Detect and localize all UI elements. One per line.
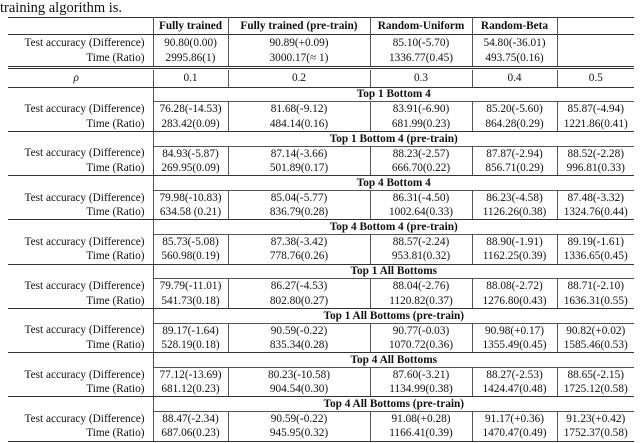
- table-cell: 88.04(-2.76): [370, 279, 472, 294]
- section-title: Top 4 Bottom 4 (pre-train): [153, 220, 634, 235]
- table-row: [8, 426, 634, 441]
- section-header-row: [8, 131, 634, 146]
- table-row: [8, 51, 634, 68]
- empty-cell: [8, 308, 153, 323]
- table-cell: 3000.17(≈ 1): [228, 51, 370, 68]
- table-cell: 953.81(0.32): [370, 249, 472, 264]
- table-cell: 86.23(-4.58): [472, 190, 557, 205]
- section-header-row: [8, 353, 634, 368]
- table-cell: 856.71(0.29): [472, 161, 557, 176]
- table-cell: 1752.37(0.58): [557, 426, 634, 441]
- table-cell: 90.98(+0.17): [472, 323, 557, 338]
- table-cell: 1636.31(0.55): [557, 294, 634, 309]
- row-label: Test accuracy (Difference): [24, 235, 145, 248]
- row-label: Test accuracy (Difference): [24, 280, 145, 293]
- row-label: Time (Ratio): [8, 426, 153, 441]
- rho-label: ρ: [8, 70, 153, 87]
- empty-cell: [8, 131, 153, 146]
- column-header: Fully trained (pre-train): [228, 18, 370, 35]
- table-cell: 269.95(0.09): [153, 161, 228, 176]
- table-cell: 864.28(0.29): [472, 117, 557, 132]
- table-cell: 90.59(-0.22): [228, 323, 370, 338]
- table-cell: 1324.76(0.44): [557, 205, 634, 220]
- row-label: Time (Ratio): [8, 338, 153, 353]
- column-header: Random-Beta: [472, 18, 557, 35]
- comparison-table: [8, 17, 634, 69]
- table-header-row: [8, 18, 634, 35]
- table-cell: 802.80(0.27): [228, 294, 370, 309]
- empty-cell: [8, 220, 153, 235]
- table-row: [8, 338, 634, 353]
- table-row: [8, 117, 634, 132]
- table-cell: 85.20(-5.60): [472, 102, 557, 117]
- table-cell: 88.47(-2.34): [153, 412, 228, 427]
- table-row: [8, 294, 634, 309]
- table-cell: 87.14(-3.66): [228, 146, 370, 161]
- empty-cell: [8, 176, 153, 191]
- row-label: Test accuracy (Difference): [24, 103, 145, 116]
- table-cell: 90.80(0.00): [153, 34, 228, 51]
- table-cell: 85.73(-5.08): [153, 235, 228, 250]
- table-cell: 634.58 (0.21): [153, 205, 228, 220]
- empty-cell: [8, 397, 153, 412]
- section-header-row: [8, 308, 634, 323]
- table-cell: 484.14(0.16): [228, 117, 370, 132]
- section-title: Top 1 All Bottoms: [153, 264, 634, 279]
- section-title: Top 1 Bottom 4: [153, 87, 634, 102]
- table-cell: 88.57(-2.24): [370, 235, 472, 250]
- table-cell: 86.31(-4.50): [370, 190, 472, 205]
- row-label: Test accuracy (Difference): [24, 412, 145, 425]
- row-label: Test accuracy (Difference): [24, 36, 145, 49]
- table-cell: 79.98(-10.83): [153, 190, 228, 205]
- table-cell: 90.59(-0.22): [228, 412, 370, 427]
- table-cell: 1355.49(0.45): [472, 338, 557, 353]
- table-cell: 1162.25(0.39): [472, 249, 557, 264]
- table-cell: 88.65(-2.15): [557, 367, 634, 382]
- table-cell: 835.34(0.28): [228, 338, 370, 353]
- table-row: [8, 412, 634, 427]
- table-row: [8, 190, 634, 205]
- table-row: [8, 102, 634, 117]
- table-cell: 1585.46(0.53): [557, 338, 634, 353]
- table-cell: 88.23(-2.57): [370, 146, 472, 161]
- table-cell: 560.98(0.19): [153, 249, 228, 264]
- table-cell: 945.95(0.32): [228, 426, 370, 441]
- table-cell: 1120.82(0.37): [370, 294, 472, 309]
- table-cell: 541.73(0.18): [153, 294, 228, 309]
- table-row: [8, 34, 634, 51]
- table-row: [8, 249, 634, 264]
- table-cell: 528.19(0.18): [153, 338, 228, 353]
- table-cell: 87.38(-3.42): [228, 235, 370, 250]
- table-cell: 996.81(0.33): [557, 161, 634, 176]
- table-cell: 83.91(-6.90): [370, 102, 472, 117]
- table-cell: 54.80(-36.01): [472, 34, 557, 51]
- table-cell: 1134.99(0.38): [370, 382, 472, 397]
- table-cell: 90.77(-0.03): [370, 323, 472, 338]
- table-row: [8, 146, 634, 161]
- section-header-row: [8, 87, 634, 102]
- rho-results-table: [8, 70, 634, 442]
- table-cell: 87.48(-3.32): [557, 190, 634, 205]
- table-cell: 89.17(-1.64): [153, 323, 228, 338]
- table-cell: 89.19(-1.61): [557, 235, 634, 250]
- table-row: [8, 367, 634, 382]
- table-cell: 91.08(+0.28): [370, 412, 472, 427]
- rho-value: 0.3: [370, 70, 472, 87]
- table-cell: 1336.65(0.45): [557, 249, 634, 264]
- table-cell: 86.27(-4.53): [228, 279, 370, 294]
- table-cell: 1336.77(0.45): [370, 51, 472, 68]
- section-title: Top 1 Bottom 4 (pre-train): [153, 131, 634, 146]
- caption-text: training algorithm is.: [0, 0, 123, 16]
- table-cell: 1725.12(0.58): [557, 382, 634, 397]
- table-row: [8, 279, 634, 294]
- section-title: Top 4 Bottom 4: [153, 176, 634, 191]
- table-cell: 76.28(-14.53): [153, 102, 228, 117]
- table-row: [8, 323, 634, 338]
- table-row: [8, 205, 634, 220]
- table-cell: 1002.64(0.33): [370, 205, 472, 220]
- table-cell: 88.52(-2.28): [557, 146, 634, 161]
- table-cell: 79.79(-11.01): [153, 279, 228, 294]
- row-label: Time (Ratio): [8, 161, 153, 176]
- section-header-row: [8, 397, 634, 412]
- column-header: Fully trained: [153, 18, 228, 35]
- table-cell: 85.10(-5.70): [370, 34, 472, 51]
- column-header: [557, 18, 634, 35]
- table-cell: 88.71(-2.10): [557, 279, 634, 294]
- table-cell: 90.89(+0.09): [228, 34, 370, 51]
- table-cell: 85.87(-4.94): [557, 102, 634, 117]
- table-cell: [557, 51, 634, 68]
- row-label: Time (Ratio): [8, 249, 153, 264]
- table-cell: 501.89(0.17): [228, 161, 370, 176]
- empty-cell: [8, 353, 153, 368]
- table-cell: 81.68(-9.12): [228, 102, 370, 117]
- table-cell: 778.76(0.26): [228, 249, 370, 264]
- table-cell: 87.87(-2.94): [472, 146, 557, 161]
- row-label: Time (Ratio): [8, 117, 153, 132]
- rho-value: 0.5: [557, 70, 634, 87]
- row-label: Test accuracy (Difference): [24, 191, 145, 204]
- table-cell: 283.42(0.09): [153, 117, 228, 132]
- table-cell: 681.12(0.23): [153, 382, 228, 397]
- row-label: Time (Ratio): [8, 382, 153, 397]
- table-row: [8, 235, 634, 250]
- table-cell: 1276.80(0.43): [472, 294, 557, 309]
- row-label: Time (Ratio): [8, 205, 153, 220]
- table-cell: 836.79(0.28): [228, 205, 370, 220]
- column-header: [8, 18, 153, 35]
- empty-cell: [8, 264, 153, 279]
- section-header-row: [8, 264, 634, 279]
- table-cell: 1424.47(0.48): [472, 382, 557, 397]
- table-cell: 87.60(-3.21): [370, 367, 472, 382]
- row-label: Test accuracy (Difference): [24, 147, 145, 160]
- section-title: Top 4 All Bottoms: [153, 353, 634, 368]
- table-cell: 90.82(+0.02): [557, 323, 634, 338]
- table-cell: 80.23(-10.58): [228, 367, 370, 382]
- column-header: Random-Uniform: [370, 18, 472, 35]
- table-cell: 88.08(-2.72): [472, 279, 557, 294]
- table-cell: [557, 34, 634, 51]
- table-cell: 1221.86(0.41): [557, 117, 634, 132]
- section-header-row: [8, 220, 634, 235]
- section-header-row: [8, 176, 634, 191]
- table-cell: 904.54(0.30): [228, 382, 370, 397]
- table-cell: 85.04(-5.77): [228, 190, 370, 205]
- table-cell: 2995.86(1): [153, 51, 228, 68]
- table-cell: 493.75(0.16): [472, 51, 557, 68]
- table-cell: 1070.72(0.36): [370, 338, 472, 353]
- rho-value: 0.2: [228, 70, 370, 87]
- rho-value: 0.1: [153, 70, 228, 87]
- table-cell: 88.90(-1.91): [472, 235, 557, 250]
- table-cell: 91.17(+0.36): [472, 412, 557, 427]
- rho-value: 0.4: [472, 70, 557, 87]
- section-title: Top 1 All Bottoms (pre-train): [153, 308, 634, 323]
- table-cell: 77.12(-13.69): [153, 367, 228, 382]
- row-label: Time (Ratio): [8, 294, 153, 309]
- table-cell: 88.27(-2.53): [472, 367, 557, 382]
- table-cell: 687.06(0.23): [153, 426, 228, 441]
- row-label: Test accuracy (Difference): [24, 368, 145, 381]
- row-label: Time (Ratio): [86, 52, 145, 64]
- table-cell: 91.23(+0.42): [557, 412, 634, 427]
- table-row: [8, 161, 634, 176]
- table-cell: 1126.26(0.38): [472, 205, 557, 220]
- empty-cell: [8, 87, 153, 102]
- table-cell: 1166.41(0.39): [370, 426, 472, 441]
- row-label: Test accuracy (Difference): [24, 324, 145, 337]
- table-cell: 666.70(0.22): [370, 161, 472, 176]
- table-cell: 1470.47(0.49): [472, 426, 557, 441]
- section-title: Top 4 All Bottoms (pre-train): [153, 397, 634, 412]
- table-row: [8, 382, 634, 397]
- table-cell: 681.99(0.23): [370, 117, 472, 132]
- rho-header-row: [8, 70, 634, 87]
- table-cell: 84.93(-5.87): [153, 146, 228, 161]
